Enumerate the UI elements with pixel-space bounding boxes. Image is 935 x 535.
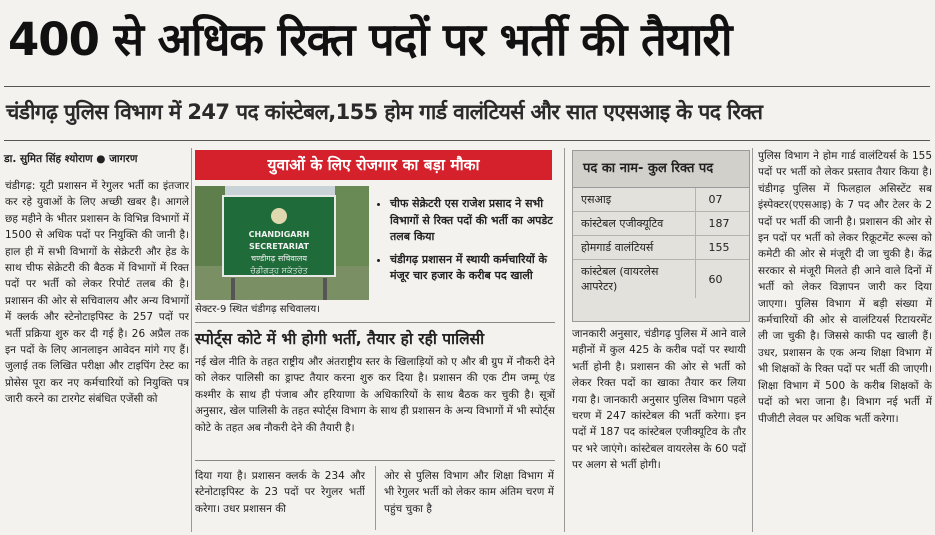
box-bottom-rule <box>195 460 555 461</box>
secretariat-photo <box>195 186 369 300</box>
column-3-text: जानकारी अनुसार, चंडीगढ़ पुलिस में आने वाले महीनों में कुल 425 के करीब पदों पर स्थायी भर्ती होनी है। प्रशासन की ओर से भर्ती को लेकर रिक्त पदों का खाका तैयार कर लिया गया है। जानकारी अनुसार पुलिस विभाग पहले चरण में 247 कांस्टेबल की भर्ती करेगा। इन पदों में 187 पद कांस्टेबल एजीक्यूटिव के तौर पर भरे जाएंगे। कांस्टेबल वायरलेस के 60 पदों पर अलग से भर्ती होगी। <box>572 328 746 472</box>
highlight-item: • चीफ सेक्रेटरी एस राजेश प्रसाद ने सभी विभागों से रिक्त पदों की भर्ती का अपडेट तलब किया <box>390 196 554 246</box>
column-divider <box>752 148 753 532</box>
headline-rule <box>4 86 930 87</box>
table-header: पद का नाम- कुल रिक्त पद <box>573 151 749 188</box>
column-1-text: चंडीगढ़: यूटी प्रशासन में रेगुलर भर्ती का इंतजार कर रहे युवाओं के लिए अच्छी खबर है। आगले छह महीने के भीतर प्रशासन के विभिन्न विभागों में 1500 से अधिक पदों पर नियुक्ति की जानी है। हाल ही में सभी विभागों के सेक्रेटरी और हेड के साथ चीफ सेक्रेटरी की बैठक में विभागों में रिक्त पदों पर भर्ती को लेकर रिपोर्ट तलब की है। प्रशासन की ओर से सचिवालय और अन्य विभागों में क्लर्क और स्टेनोटाइपिस्ट के 257 पदों पर भर्ती प्रक्रिया शुरु कर दी गई है। 26 अप्रैल तक इन पदों के लिए आनलाइन आवेदन मांगे गए हैं। जुलाई तक लिखित परीक्षा और टाइपिंग टेस्ट का प्रोसेस पूरा कर नए कर्मचारियों को नियुक्ति पत्र जारी करने का टारगेट संबंधित एजेंसी को <box>5 180 189 406</box>
post-name: एसआइ <box>573 188 696 211</box>
sports-body <box>195 354 555 454</box>
column-divider <box>564 148 565 532</box>
photo-caption: सेक्टर-9 स्थित चंडीगढ़ सचिवालय। <box>195 304 320 315</box>
byline: डा. सुमित सिंह श्योराण ● जागरण <box>4 153 138 165</box>
sports-body-text: नई खेल नीति के तहत राष्ट्रीय और अंतराष्ट्रीय स्तर के खिलाड़ियों को ए और बी ग्रुप में नौकरी देने को लेकर पालिसी का ड्राफ्ट तैयार करना शुरु कर दिया है। प्रशासन की एक टीम जम्मू एंड कश्मीर के साथ ही पंजाब और हरियाणा के अधिकारियों के साथ बैठक कर चुकी है। सूत्रों अनुसार, खेल पालिसी के तहत स्पोर्ट्स विभाग के साथ ही प्रशासन के अन्य विभागों में भी स्पोर्ट्स कोटे के तहत अब नौकरी देने की तैयारी है। <box>195 356 555 434</box>
post-name: कांस्टेबल (वायरलेस आपरेटर) <box>573 260 696 298</box>
column-4-text: पुलिस विभाग ने होम गार्ड वालंटियर्स के 155 पदों पर भर्ती को लेकर प्रस्ताव तैयार किया है। चंडीगढ़ पुलिस में फिलहाल असिस्टेंट सब इंस्पेक्टर(एएसआइ) के 7 पद और टेलर के 2 पदों पर भर्ती की जानी है। प्रशासन की ओर से इन पदों पर भर्ती को लेकर रिक्रूटमेंट रूल्स को कमेटी की ओर से मंजूरी दी जा चुकी है। केंद्र सरकार से मंजूरी मिलते ही आने वाले दिनों में भर्ती को लेकर विज्ञापन जारी कर दिया जाएगा। पुलिस विभाग में बड़ी संख्या में कर्मचारियों की ओर से वालंटियर्स रिटायरमेंट ली जा चुकी है। जिससे काफी पद खाली हैं। उधर, प्रशासन के एक अन्य शिक्षा विभाग में भी शिक्षकों के रिक्त पदों पर भर्ती की जाएगी। शिक्षा विभाग में 500 के करीब शिक्षकों के पदों को भरा जाना है। विभाग नई भर्ती में पीजीटी लेवल पर अधिक भर्ती करेगा। <box>758 150 932 425</box>
article-column-3 <box>572 326 746 530</box>
table-row <box>573 260 749 298</box>
column-divider <box>191 148 192 532</box>
sign-text-hindi: चण्डीगढ़ सचिवालय <box>251 254 307 263</box>
article-column-2a <box>195 468 365 530</box>
table-row <box>573 236 749 260</box>
table-row <box>573 188 749 212</box>
sign-text-english: CHANDIGARH SECRETARIAT <box>248 230 310 251</box>
sports-headline: स्पोर्ट्स कोटे में भी होगी भर्ती, तैयार हो रही पालिसी <box>195 330 485 348</box>
article-column-4 <box>758 148 932 532</box>
deck: चंडीगढ़ पुलिस विभाग में 247 पद कांस्टेबल,155 होम गार्ड वालंटियर्स और सात एएसआइ के पद रिक्त <box>6 100 763 124</box>
post-name: होमगार्ड वालंटियर्स <box>573 236 696 259</box>
highlight-item: • चंडीगढ़ प्रशासन में स्थायी कर्मचारियों के मंजूर चार हजार के करीब पद खाली <box>390 252 554 285</box>
post-count: 07 <box>708 193 723 206</box>
post-name: कांस्टेबल एजीक्यूटिव <box>573 212 696 235</box>
article-column-2b <box>384 468 554 530</box>
sign-text-punjabi: ਚੰਡੀਗੜ੍ਹ ਸਕੱਤਰੇਤ <box>250 266 308 275</box>
post-count: 155 <box>708 241 730 254</box>
headline: 400 से अधिक रिक्त पदों पर भर्ती की तैयारी <box>8 13 732 66</box>
column-divider <box>375 466 376 530</box>
box-title: युवाओं के लिए रोजगार का बड़ा मौका <box>195 150 552 180</box>
column-2a-text: दिया गया है। प्रशासन क्लर्क के 234 और स्टेनोटाइपिस्ट के 23 पदों पर रेगुलर भर्ती करेगा। उधर प्रशासन की <box>195 470 365 515</box>
article-column-1 <box>5 178 189 530</box>
highlights-list <box>378 196 554 318</box>
vacancy-table <box>572 150 750 322</box>
table-row <box>573 212 749 236</box>
deck-rule <box>4 140 930 141</box>
post-count: 187 <box>708 217 730 230</box>
post-count: 60 <box>708 272 723 286</box>
column-2b-text: ओर से पुलिस विभाग और शिक्षा विभाग में भी रेगुलर भर्ती को लेकर काम अंतिम चरण में पहुंच चुका है <box>384 470 554 515</box>
box-divider <box>195 322 555 323</box>
